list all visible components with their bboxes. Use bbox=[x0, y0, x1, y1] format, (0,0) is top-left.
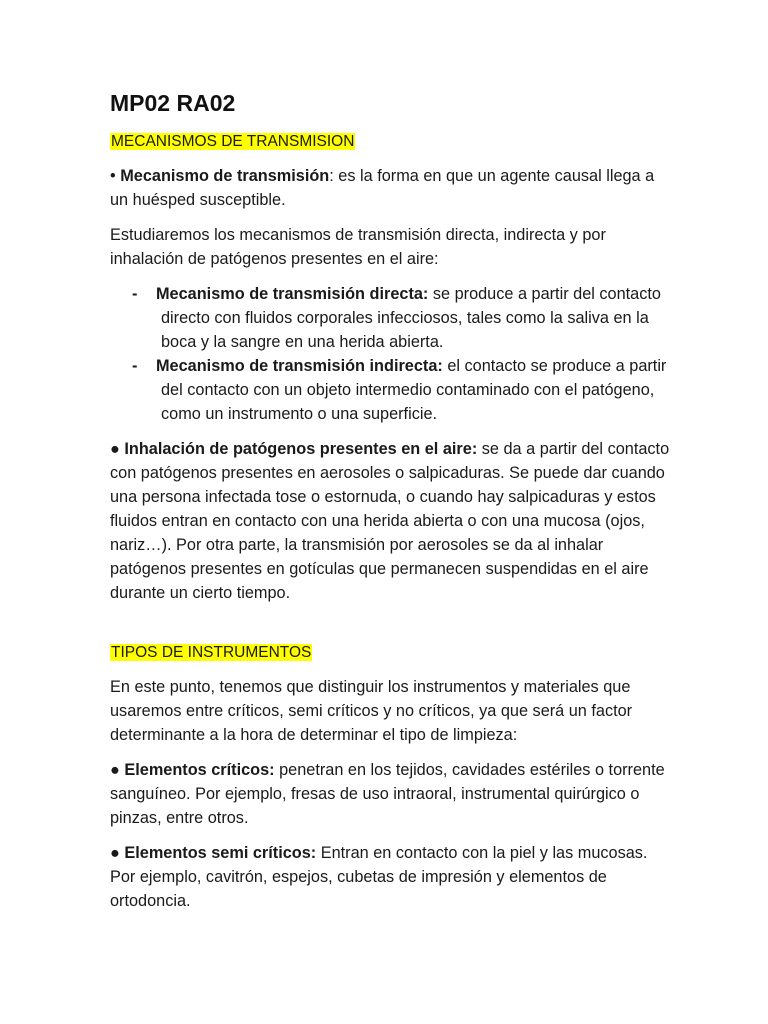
list-item-body bbox=[156, 354, 670, 426]
list-item bbox=[110, 282, 670, 354]
document-title: MP02 RA02 bbox=[110, 90, 236, 116]
dash-marker: - bbox=[132, 357, 138, 375]
paragraph-inhalation bbox=[110, 437, 670, 605]
paragraph-definition bbox=[110, 164, 670, 212]
list-item bbox=[110, 354, 670, 426]
highlighted-heading-text: MECANISMOS DE TRANSMISION bbox=[111, 133, 355, 150]
list-item-text: el contacto se produce a partir del contacto con un objeto intermedio contaminado con el patógeno, como un instrumento o una superficie. bbox=[161, 357, 667, 423]
term-bold: Mecanismo de transmisión bbox=[120, 167, 330, 185]
term-bold: Mecanismo de transmisión directa: bbox=[156, 285, 429, 303]
paragraph-intro: Estudiaremos los mecanismos de transmisión directa, indirecta y por inhalación de patógenos presentes en el aire: bbox=[110, 226, 606, 268]
bullet-mark: ● bbox=[110, 844, 120, 862]
section-heading-mecanismos bbox=[110, 130, 670, 154]
bullet-mark: • bbox=[110, 167, 116, 185]
definition-text: : es la forma en que un agente causal llega a un huésped susceptible. bbox=[110, 167, 655, 209]
paragraph-semi-critical bbox=[110, 841, 670, 913]
highlighted-heading-text: TIPOS DE INSTRUMENTOS bbox=[111, 644, 312, 661]
bullet-mark: ● bbox=[110, 761, 120, 779]
list-item-body bbox=[156, 282, 670, 354]
list-item-text: se produce a partir del contacto directo con fluidos corporales infecciosos, tales como la saliva en la boca y la sangre en una herida abierta. bbox=[161, 285, 661, 351]
bullet-mark: ● bbox=[110, 440, 120, 458]
transmission-list bbox=[110, 282, 670, 426]
paragraph-critical bbox=[110, 758, 670, 830]
paragraph-instruments-intro: En este punto, tenemos que distinguir los instrumentos y materiales que usaremos entre críticos, semi críticos y no críticos, ya que será un factor determinante a la hora de determinar el tipo de limpieza: bbox=[110, 678, 633, 744]
dash-marker: - bbox=[132, 285, 138, 303]
paragraph-text: se da a partir del contacto con patógenos presentes en aerosoles o salpicaduras. Se puede dar cuando una persona infectada tose o estornuda, o cuando hay salpicaduras y estos fluidos entran en contacto con una herida abierta o con una mucosa (ojos, nariz…). Por otra parte, la transmisión por aerosoles se da al inhalar patógenos presentes en gotículas que permanecen suspendidas en el aire durante un cierto tiempo. bbox=[110, 440, 670, 602]
section-spacer bbox=[110, 616, 670, 641]
term-bold: Elementos críticos: bbox=[124, 761, 275, 779]
term-bold: Elementos semi críticos: bbox=[124, 844, 317, 862]
document-page bbox=[110, 86, 670, 924]
section-heading-instrumentos bbox=[110, 641, 670, 665]
paragraph-text: penetran en los tejidos, cavidades estériles o torrente sanguíneo. Por ejemplo, fresas de uso intraoral, instrumental quirúrgico o pinzas, entre otros. bbox=[110, 761, 665, 827]
term-bold: Mecanismo de transmisión indirecta: bbox=[156, 357, 443, 375]
term-bold: Inhalación de patógenos presentes en el aire: bbox=[124, 440, 478, 458]
paragraph-text: Entran en contacto con la piel y las mucosas. Por ejemplo, cavitrón, espejos, cubetas de impresión y elementos de ortodoncia. bbox=[110, 844, 648, 910]
